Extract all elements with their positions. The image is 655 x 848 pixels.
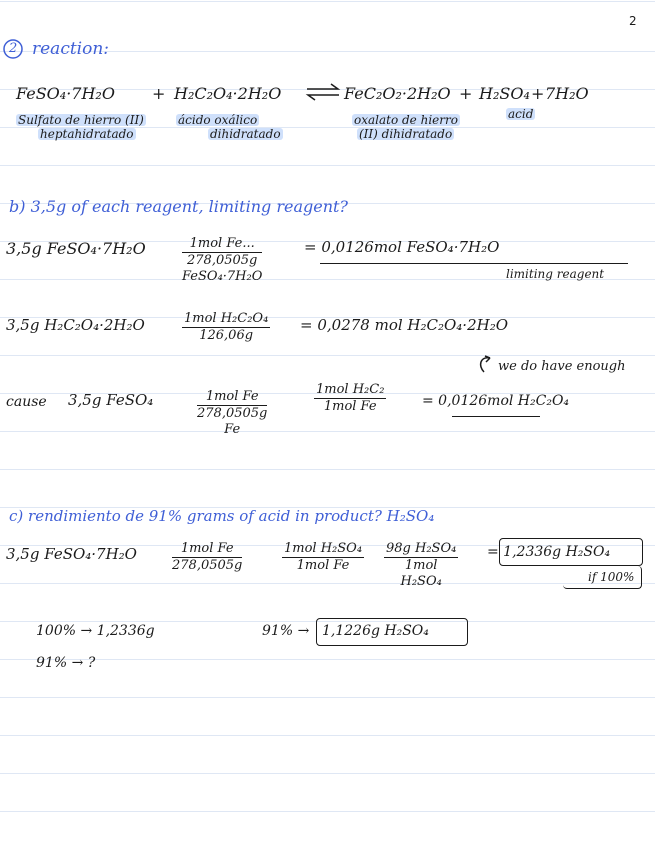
- b1-mass: 3,5g FeSO₄·7H₂O: [6, 239, 146, 258]
- c1-factor2-denominator: 1mol Fe: [296, 558, 350, 573]
- equilibrium-arrow-icon: [305, 83, 341, 101]
- b1-factor-denominator-unit: FeSO₄·7H₂O: [182, 268, 263, 284]
- c1-result: = 1,2336g H₂SO₄: [487, 544, 611, 560]
- c1-conversion-factor-3: [384, 541, 458, 590]
- plus-sign-2: +: [459, 84, 473, 103]
- plus-sign-3: +: [531, 84, 545, 103]
- b3-result-underline: [452, 416, 540, 417]
- b1-factor-denominator: 278,0505g: [187, 253, 258, 268]
- question-b: b) 3,5g of each reagent, limiting reagent?: [9, 197, 348, 216]
- c2-rule-91: 91% → ?: [36, 655, 96, 671]
- b3-lead: cause: [6, 394, 47, 410]
- curved-arrow-icon: [474, 354, 496, 376]
- c2-rule-100: 100% → 1,2336g: [36, 623, 155, 639]
- b1-conversion-factor: [182, 236, 262, 285]
- b1-result: = 0,0126mol FeSO₄·7H₂O: [304, 238, 500, 256]
- b2-mass: 3,5g H₂C₂O₄·2H₂O: [6, 316, 145, 334]
- c1-factor3-denominator: 1mol: [404, 558, 438, 573]
- b3-conversion-factor-2: [314, 382, 386, 415]
- c1-conversion-factor-2: [282, 541, 364, 574]
- c1-result-note: if 100%: [588, 570, 635, 584]
- b3-factor2-numerator: 1mol H₂C₂: [316, 382, 385, 397]
- b3-factor2-denominator: 1mol Fe: [323, 399, 377, 414]
- b1-factor-numerator: 1mol Fe...: [189, 236, 255, 251]
- c1-factor3-denominator-unit: H₂SO₄: [400, 573, 442, 589]
- question-c: c) rendimiento de 91% grams of acid in product? H₂SO₄: [9, 507, 435, 525]
- b2-result: = 0,0278 mol H₂C₂O₄·2H₂O: [300, 316, 509, 334]
- c2-answer-lead: 91% →: [262, 623, 310, 639]
- c1-factor3-numerator: 98g H₂SO₄: [386, 541, 457, 556]
- product-1-name: oxalato de hierro: [354, 113, 458, 127]
- b1-note: limiting reagent: [506, 267, 605, 281]
- b3-conversion-factor-1: [197, 389, 267, 438]
- product-1: FeC₂O₂·2H₂O: [344, 84, 451, 103]
- c1-conversion-factor-1: [172, 541, 242, 574]
- b2-conversion-factor: [182, 311, 270, 344]
- circled-number: 2: [9, 41, 18, 56]
- b3-factor1-denominator-unit: Fe: [224, 421, 241, 437]
- product-3: 7H₂O: [545, 84, 589, 103]
- b3-result: = 0,0126mol H₂C₂O₄: [422, 393, 570, 409]
- b3-factor1-numerator: 1mol Fe: [205, 389, 259, 404]
- b2-factor-denominator: 126,06g: [199, 328, 254, 343]
- b2-factor-numerator: 1mol H₂C₂O₄: [184, 311, 269, 326]
- c1-mass: 3,5g FeSO₄·7H₂O: [6, 545, 137, 563]
- b3-mass: 3,5g FeSO₄: [68, 391, 154, 409]
- c1-factor1-denominator: 278,0505g: [172, 558, 243, 573]
- plus-sign-1: +: [152, 84, 166, 103]
- c1-factor1-numerator: 1mol Fe: [180, 541, 234, 556]
- product-1-name-line2: (II) dihidratado: [359, 127, 453, 141]
- b2-note: we do have enough: [498, 359, 626, 374]
- reactant-1: FeSO₄·7H₂O: [16, 84, 115, 103]
- reaction-heading: reaction:: [32, 39, 110, 59]
- b3-factor1-denominator: 278,0505g: [197, 406, 268, 421]
- product-2-name: acid: [508, 107, 534, 121]
- page-number: 2: [629, 14, 637, 28]
- reactant-2: H₂C₂O₄·2H₂O: [174, 84, 282, 103]
- product-2: H₂SO₄: [479, 84, 530, 103]
- reactant-1-name-line2: heptahidratado: [40, 127, 134, 141]
- c2-answer: 1,1226g H₂SO₄: [322, 623, 429, 639]
- reactant-2-name: ácido oxálico: [178, 113, 258, 127]
- b1-result-underline: [320, 263, 628, 264]
- reactant-2-name-line2: dihidratado: [210, 127, 281, 141]
- reactant-1-name: Sulfato de hierro (II): [18, 113, 144, 127]
- c1-factor2-numerator: 1mol H₂SO₄: [284, 541, 363, 556]
